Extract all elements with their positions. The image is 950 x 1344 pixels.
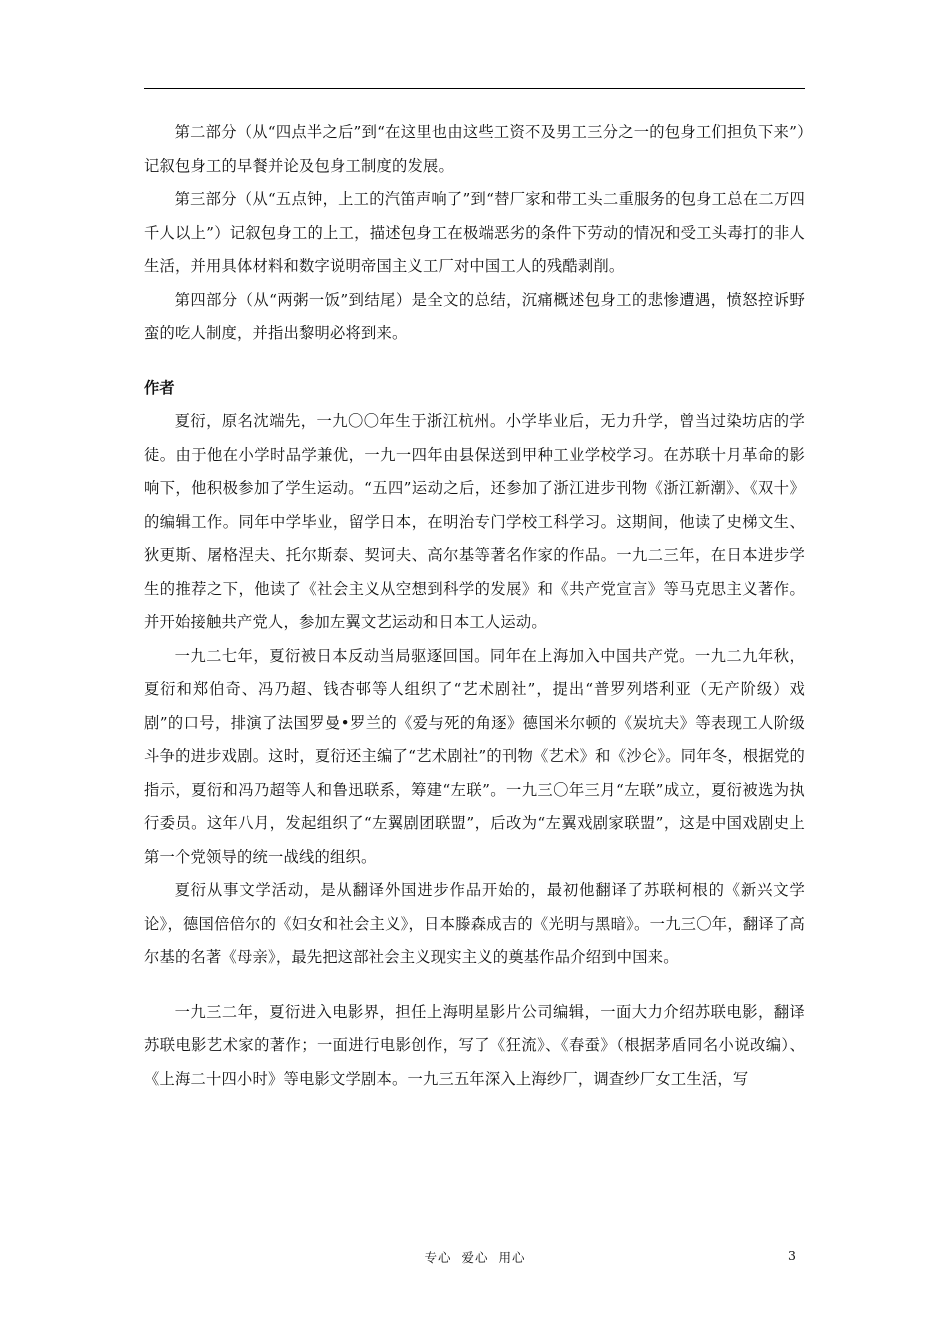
page-number: 3 <box>788 1248 796 1263</box>
paragraph-spacer <box>144 975 805 996</box>
paragraph-part-three: 第三部分（从“五点钟，上工的汽笛声响了”到“替厂家和带工头二重服务的包身工总在二万四千人以上”）记叙包身工的上工，描述包身工在极端恶劣的条件下劳动的情况和受工头毒打的非人生活，并用具体材料和数字说明帝国主义工厂对中国工人的残酷剥削。 <box>144 190 805 275</box>
footer-motto: 专心 爱心 用心 <box>424 1250 526 1265</box>
paragraph-author-translation: 夏衍从事文学活动，是从翻译外国进步作品开始的，最初他翻译了苏联柯根的《新兴文学论》，德国倍倍尔的《妇女和社会主义》，日本滕森成吉的《光明与黑暗》。一九三〇年，翻译了高尔基的名著《母亲》，最先把这部社会主义现实主义的奠基作品介绍到中国来。 <box>144 881 805 966</box>
document-body <box>144 116 805 1096</box>
section-spacer <box>144 351 805 372</box>
paragraph-part-two: 第二部分（从“四点半之后”到“在这里也由这些工资不及男工三分之一的包身工们担负下来”）记叙包身工的早餐并论及包身工制度的发展。 <box>144 123 805 175</box>
paragraph-part-four: 第四部分（从“两粥一饭”到结尾）是全文的总结，沉痛概述包身工的悲惨遭遇，愤怒控诉野蛮的吃人制度，并指出黎明必将到来。 <box>144 290 805 342</box>
section-heading-author: 作者 <box>144 378 175 397</box>
paragraph-author-1927: 一九二七年，夏衍被日本反动当局驱逐回国。同年在上海加入中国共产党。一九二九年秋，夏衍和郑伯奇、冯乃超、钱杏邨等人组织了“艺术剧社”，提出“普罗列塔利亚（无产阶级）戏剧”的口号，排演了法国罗曼•罗兰的《爱与死的角逐》德国米尔顿的《炭坑夫》等表现工人阶级斗争的进步戏剧。这时，夏衍还主编了“艺术剧社”的刊物《艺术》和《沙仑》。同年冬，根据党的指示，夏衍和冯乃超等人和鲁迅联系，筹建“左联”。一九三〇年三月“左联”成立，夏衍被选为执行委员。这年八月，发起组织了“左翼剧团联盟”，后改为“左翼戏剧家联盟”，这是中国戏剧史上第一个党领导的统一战线的组织。 <box>144 646 805 866</box>
paragraph-author-bio: 夏衍，原名沈端先，一九〇〇年生于浙江杭州。小学毕业后，无力升学，曾当过染坊店的学徒。由于他在小学时品学兼优，一九一四年由县保送到甲种工业学校学习。在苏联十月革命的影响下，他积极参加了学生运动。“五四”运动之后，还参加了浙江进步刊物《浙江新潮》、《双十》的编辑工作。同年中学毕业，留学日本，在明治专门学校工科学习。这期间，他读了史梯文生、狄更斯、屠格涅夫、托尔斯泰、契诃夫、高尔基等著名作家的作品。一九二三年，在日本进步学生的推荐之下，他读了《社会主义从空想到科学的发展》和《共产党宣言》等马克思主义著作。并开始接触共产党人，参加左翼文艺运动和日本工人运动。 <box>144 412 805 631</box>
header-rule <box>144 88 805 89</box>
paragraph-author-film: 一九三二年，夏衍进入电影界，担任上海明星影片公司编辑，一面大力介绍苏联电影，翻译苏联电影艺术家的著作；一面进行电影创作，写了《狂流》、《春蚕》（根据茅盾同名小说改编）、《上海二十四小时》等电影文学剧本。一九三五年深入上海纱厂，调查纱厂女工生活，写 <box>144 1002 805 1088</box>
